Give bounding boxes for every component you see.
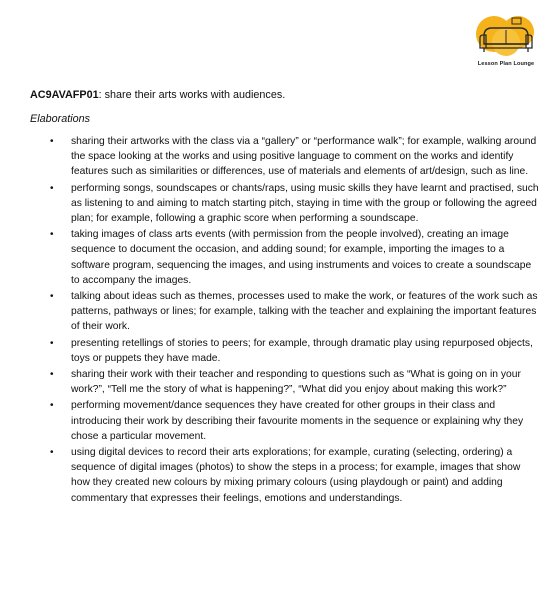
bullet-icon: • [50,337,54,349]
bullet-icon: • [50,136,54,147]
bullet-icon: • [50,291,54,303]
list-item [30,134,542,180]
list-item [30,336,542,366]
bullet-icon: • [50,369,54,381]
list-item [30,367,542,397]
list-item-text: sharing their artworks with the class via a “gallery” or “performance walk”; for example, walking around the space looking at the works and using positive language to comment on the works and identify features such as similarities or differences, use of materials and elements of art/design, such as line. [71,136,537,178]
list-item [30,227,542,288]
bullet-icon: • [50,447,54,459]
list-item-text: sharing their work with their teacher and responding to questions such as “What is going on in your work?”, “Tell me the story of what is happening?”, “What did you enjoy about making this work?” [71,369,521,396]
curriculum-description: : share their arts works with audiences. [98,89,286,101]
bullet-icon: • [50,229,54,241]
list-item-text: presenting retellings of stories to peers; for example, through dramatic play using repurposed objects, toys or puppets they have made. [71,337,533,364]
list-item [30,289,542,335]
bullet-icon: • [50,182,54,194]
list-item-text: talking about ideas such as themes, processes used to make the work, or features of the work such as patterns, pathways or lines; for example, talking with the teacher and explaining the important features of their work. [71,291,538,333]
elaborations-list [30,134,542,507]
list-item [30,445,542,506]
curriculum-code: AC9AVAFP01 [30,89,99,101]
list-item-text: performing songs, soundscapes or chants/raps, using music skills they have learnt and practised, such as listening to and aiming to match starting pitch, staying in time with the group or following the agreed plan; for example, following a graphic score when performing a soundscape. [71,182,539,225]
sofa-icon [474,14,538,60]
logo-brand-text: Lesson Plan Lounge [477,61,535,67]
lesson-plan-lounge-logo [470,14,542,74]
bullet-icon: • [50,400,54,412]
list-item [30,181,542,227]
elaborations-title: Elaborations [30,113,91,125]
list-item-text: taking images of class arts events (with permission from the people involved), creating an image sequence to document the occasion, and adding sound; for example, importing the images to a software program, sequencing the images, and using instruments and voices to create a soundscape to accompany the images. [71,229,532,286]
curriculum-heading [30,88,285,102]
list-item [30,398,542,444]
list-item-text: performing movement/dance sequences they have created for other groups in their class and introducing their work by describing their favourite moments in the sequence or explaining why they chose a particular movement. [71,400,524,442]
list-item-text: using digital devices to record their arts explorations; for example, curating (selecting, ordering) a sequence of digital images (photos) to show the steps in a process; for example, images that show how they created new colours by mixing primary colours (using playdough or paint) and adding commentary that expresses their feelings, emotions and understandings. [71,447,521,504]
